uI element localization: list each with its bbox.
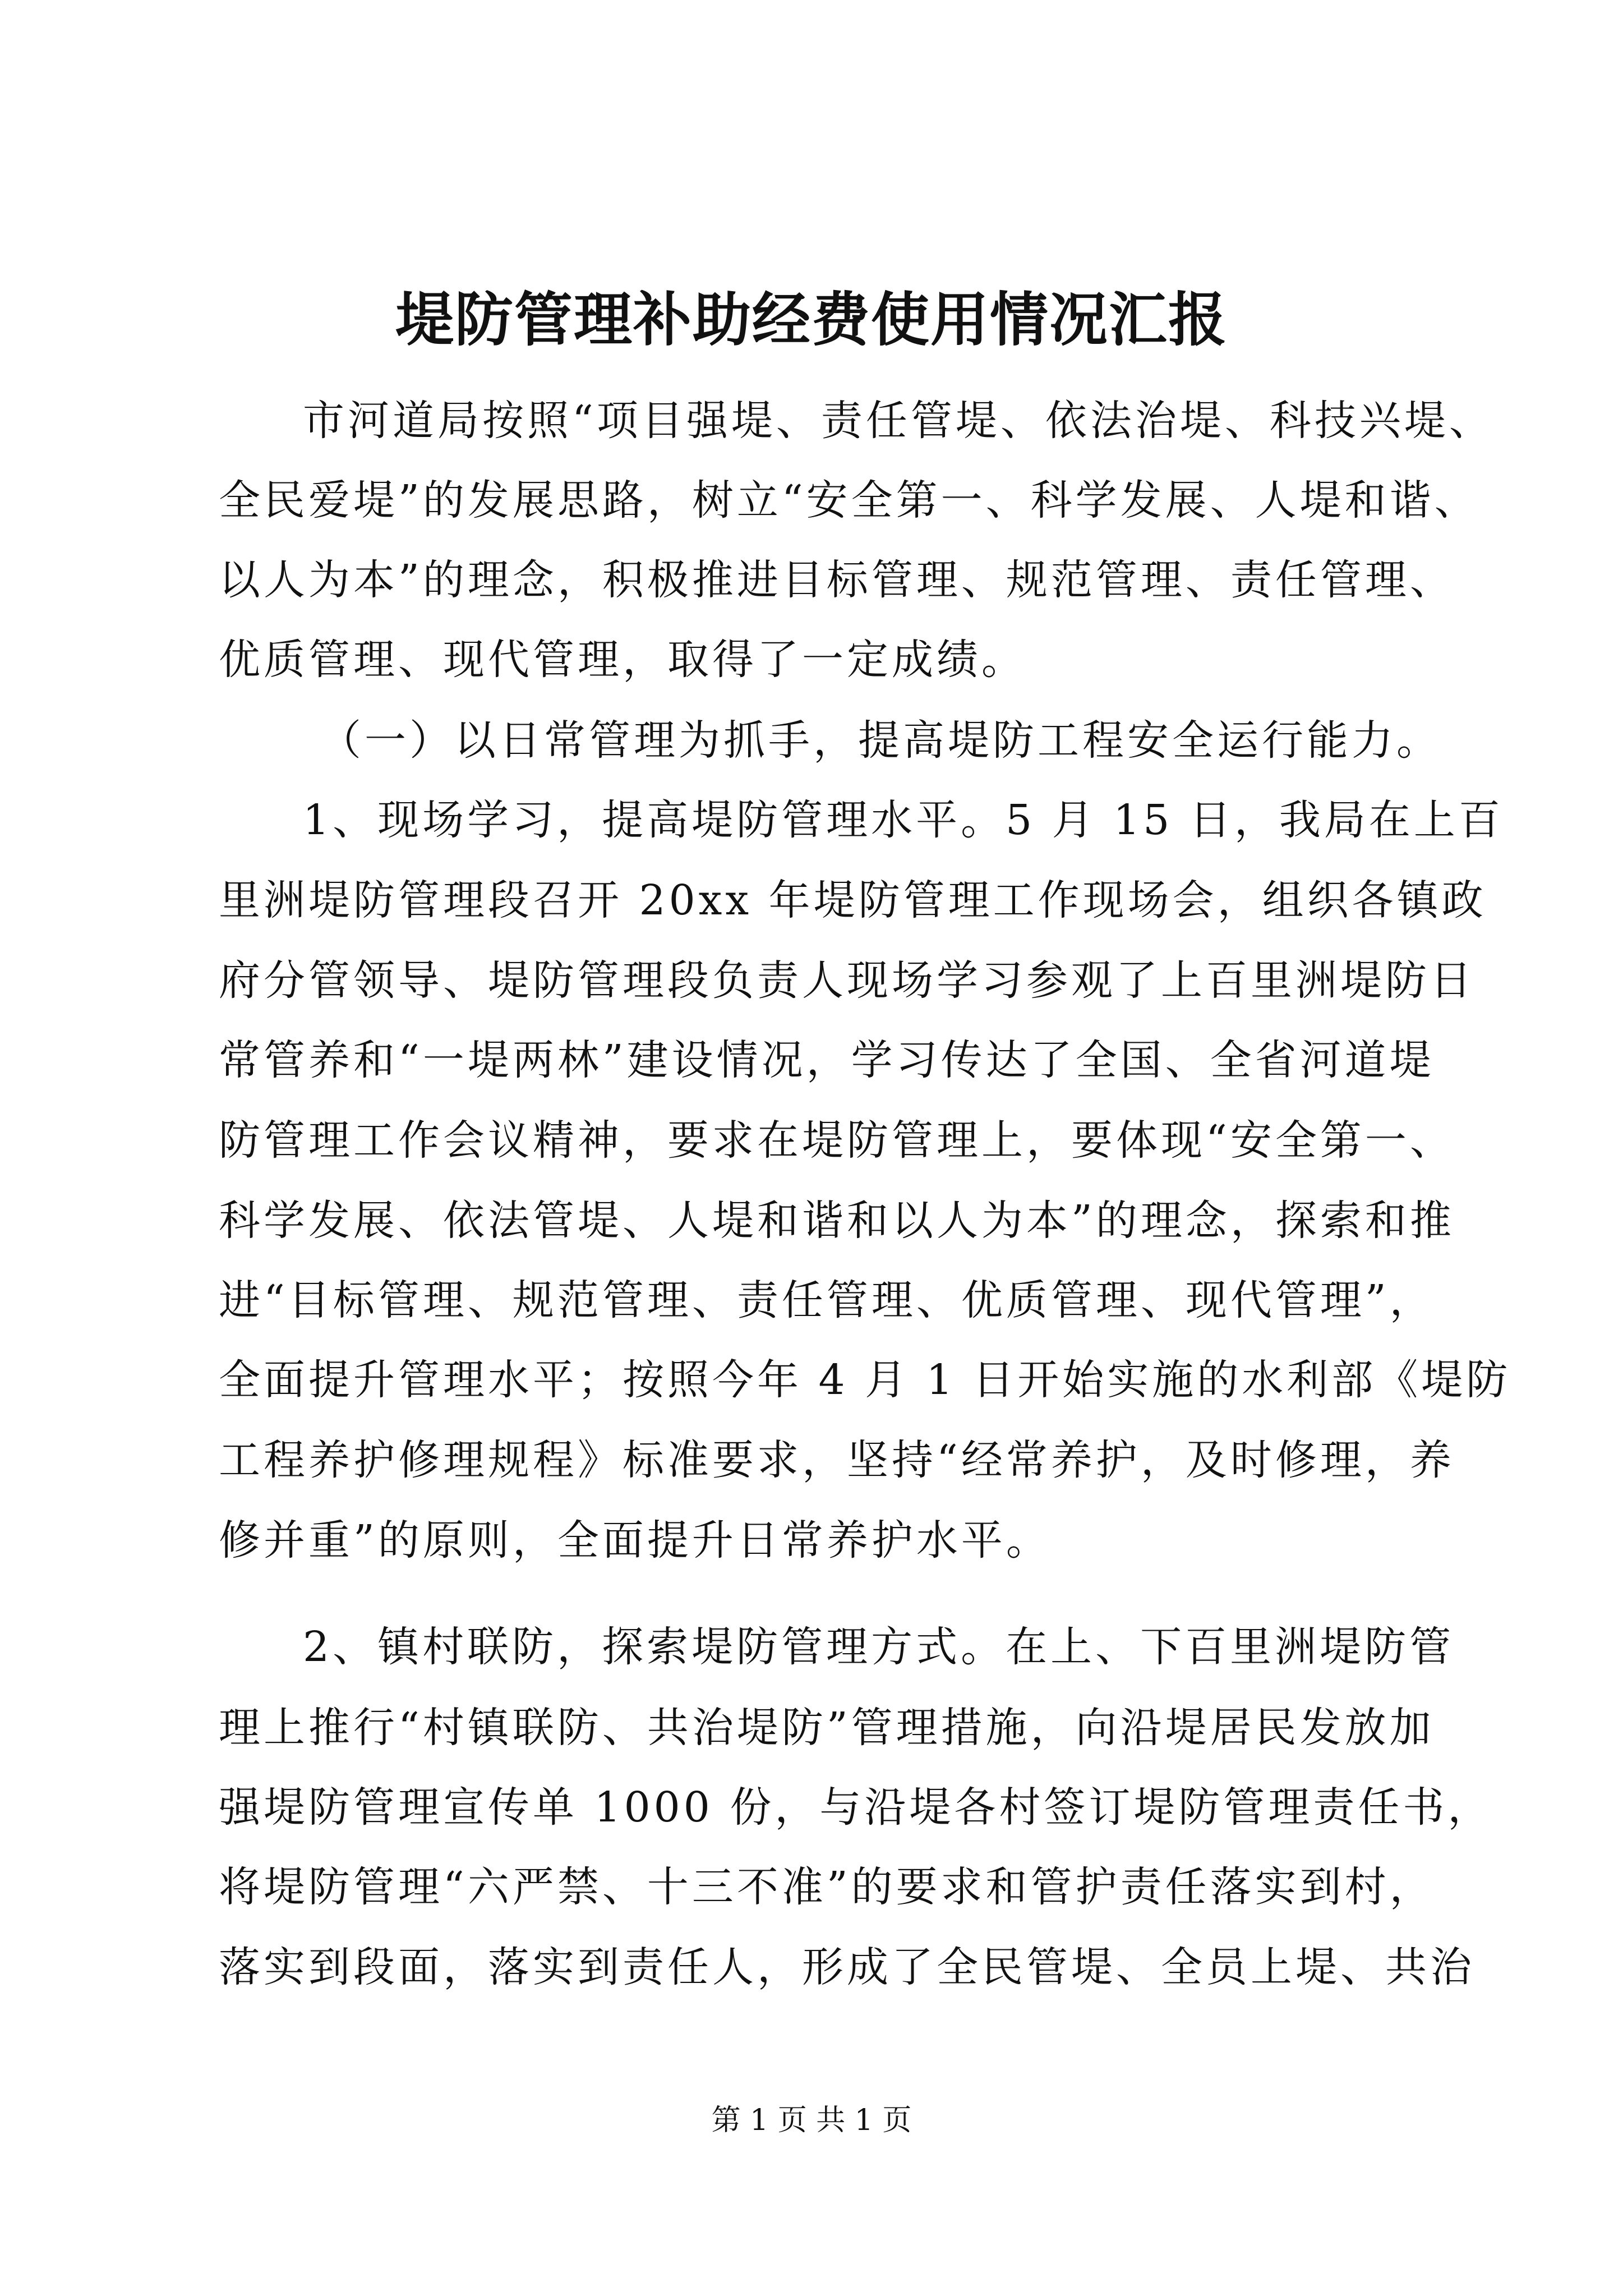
document-title: 堤防管理补助经费使用情况汇报	[395, 285, 1228, 354]
paragraph-line: 工程养护修理规程》标准要求，坚持“经常养护，及时修理，养	[219, 1436, 1455, 1484]
paragraph-line: 强堤防管理宣传单 1000 份，与沿堤各村签订堤防管理责任书，	[219, 1783, 1493, 1832]
paragraph-line: 1、现场学习，提高堤防管理水平。5 月 15 日，我局在上百	[303, 796, 1504, 844]
page-number-footer: 第 1 页 共 1 页	[711, 2104, 912, 2137]
paragraph-line: 防管理工作会议精神，要求在堤防管理上，要体现“安全第一、	[219, 1116, 1455, 1165]
paragraph-line: 2、镇村联防，探索堤防管理方式。在上、下百里洲堤防管	[303, 1623, 1455, 1671]
paragraph-line: 落实到段面，落实到责任人，形成了全民管堤、全员上堤、共治	[219, 1943, 1475, 1991]
paragraph-line: 里洲堤防管理段召开 20xx 年堤防管理工作现场会，组织各镇政	[219, 876, 1487, 924]
section-heading: （一）以日常管理为抓手，提高堤防工程安全运行能力。	[320, 716, 1441, 765]
paragraph-line: 府分管领导、堤防管理段负责人现场学习参观了上百里洲堤防日	[219, 956, 1475, 1005]
paragraph-line: 科学发展、依法管堤、人堤和谐和以人为本”的理念，探索和推	[219, 1197, 1455, 1245]
paragraph-line: 将堤防管理“六严禁、十三不准”的要求和管护责任落实到村，	[219, 1863, 1435, 1911]
paragraph-line: 全面提升管理水平；按照今年 4 月 1 日开始实施的水利部《堤防	[219, 1356, 1511, 1404]
paragraph-line: 进“目标管理、规范管理、责任管理、优质管理、现代管理”，	[219, 1276, 1435, 1324]
paragraph-line: 以人为本”的理念，积极推进目标管理、规范管理、责任管理、	[219, 556, 1455, 604]
paragraph-line: 理上推行“村镇联防、共治堤防”管理措施，向沿堤居民发放加	[219, 1704, 1435, 1752]
paragraph-line: 优质管理、现代管理，取得了一定成绩。	[219, 636, 1026, 684]
paragraph-line: 全民爱堤”的发展思路，树立“安全第一、科学发展、人堤和谐、	[219, 476, 1479, 524]
paragraph-line: 常管养和“一堤两林”建设情况，学习传达了全国、全省河道堤	[219, 1036, 1435, 1084]
paragraph-line: 市河道局按照“项目强堤、责任管堤、依法治堤、科技兴堤、	[303, 397, 1494, 445]
paragraph-line: 修并重”的原则，全面提升日常养护水平。	[219, 1516, 1051, 1565]
